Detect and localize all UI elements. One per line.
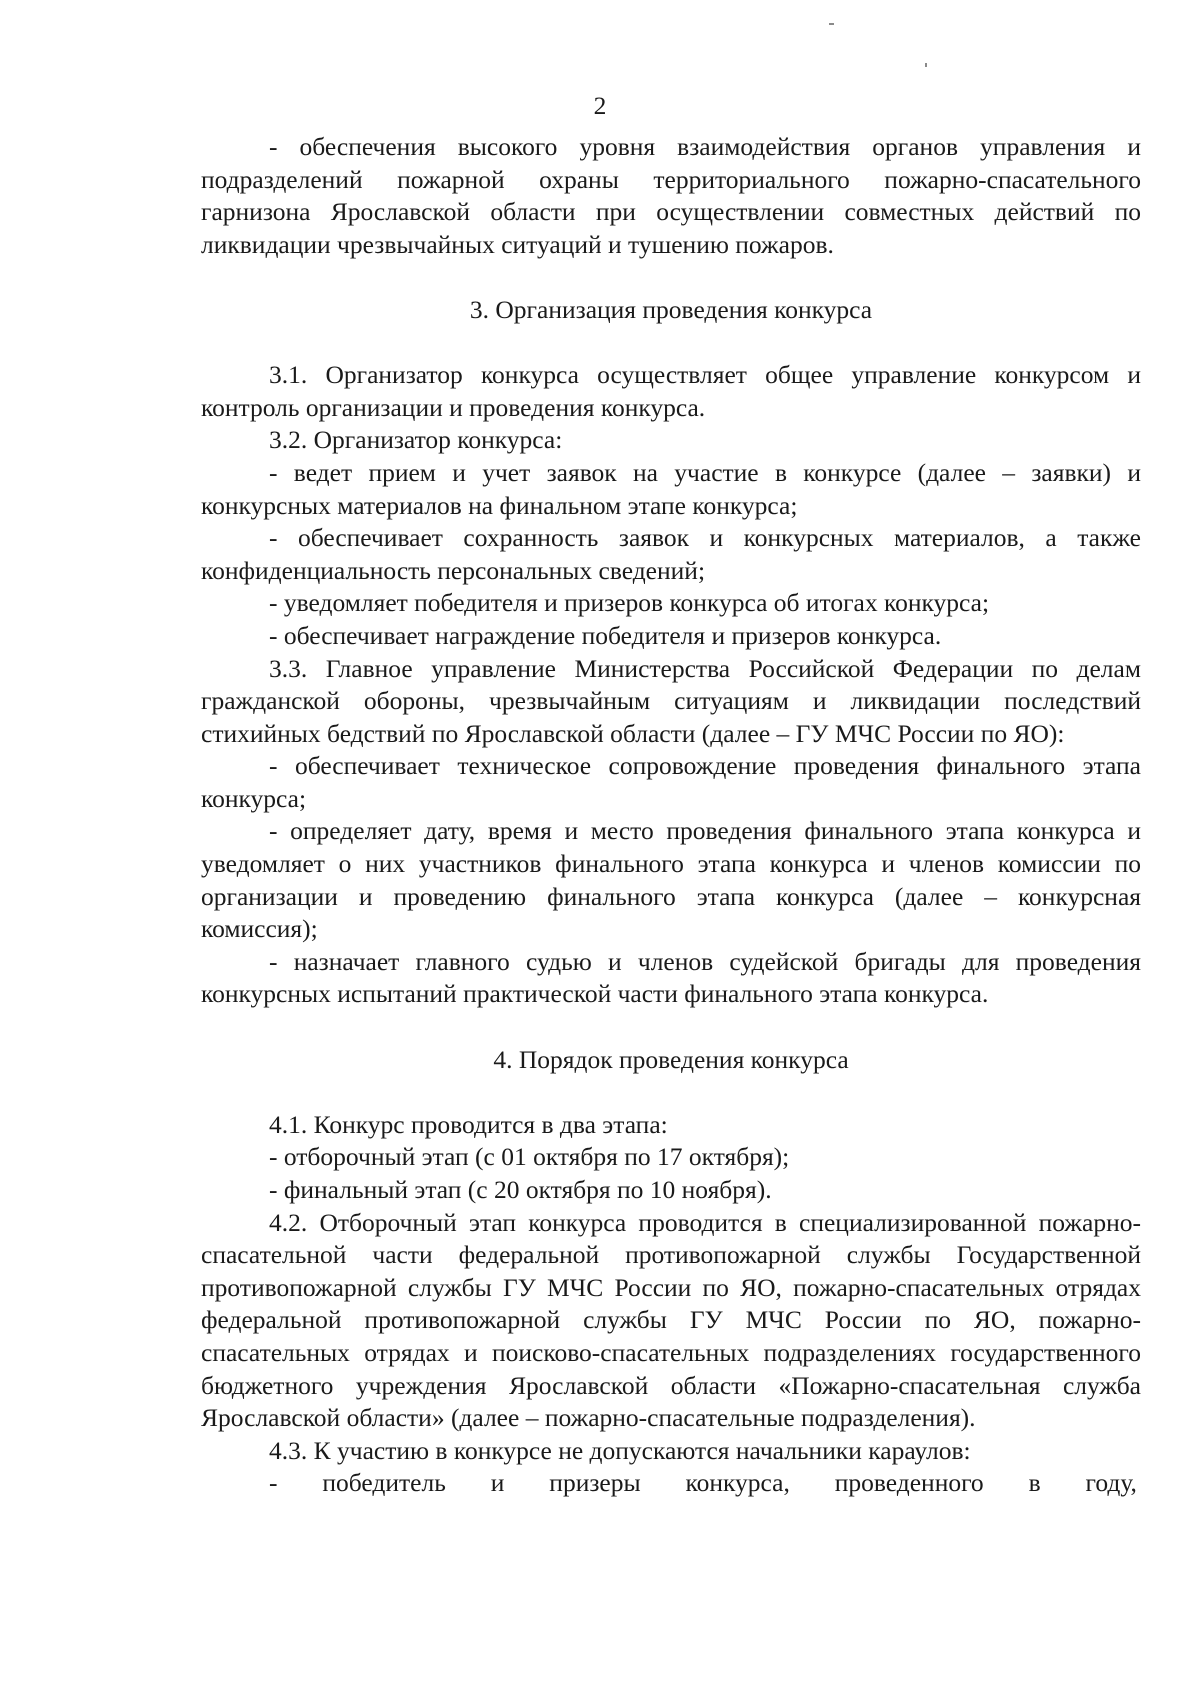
paragraph-3-3: 3.3. Главное управление Министерства Российской Федерации по делам гражданской обороны, чрезвычайным ситуациям и ликвидации последствий стихийных бедствий по Ярославской области (далее – ГУ МЧС России по ЯО): (201, 653, 1141, 748)
paragraph-3-1: 3.1. Организатор конкурса осуществляет общее управление конкурсом и контроль организации и проведения конкурса. (201, 360, 1141, 422)
paragraph-4-1: 4.1. Конкурс проводится в два этапа: (269, 1109, 668, 1139)
list-item: - ведет прием и учет заявок на участие в конкурсе (далее – заявки) и конкурсных материалов на финальном этапе конкурса; (201, 457, 1141, 520)
list-item: - назначает главного судью и членов судейской бригады для проведения конкурсных испытаний практической части финального этапа конкурса. (201, 946, 1141, 1009)
last-line-word: году, (1085, 1468, 1137, 1498)
truncated-list-item (201, 1467, 1141, 1500)
section-3-content (201, 359, 1141, 1011)
last-line-word: проведенного (834, 1468, 984, 1498)
list-item: - уведомляет победителя и призеров конкурса об итогах конкурса; (269, 588, 990, 618)
intro-paragraph: - обеспечения высокого уровня взаимодействия органов управления и подразделений пожарной охраны территориального пожарно-спасательного гарнизона Ярославской области при осуществлении совместных действий по ликвидации чрезвычайных ситуаций и тушению пожаров. (201, 132, 1141, 259)
section-3-heading: 3. Организация проведения конкурса (469, 294, 873, 324)
paragraph-4-2: 4.2. Отборочный этап конкурса проводится в специализированной пожарно-спасательной части федеральной противопожарной службы Государственной противопожарной службы ГУ МЧС России по ЯО, пожарно-спасательных отрядах федеральной противопожарной службы ГУ МЧС России по ЯО, пожарно-спасательных отрядах и поисково-спасательных подразделениях государственного бюджетного учреждения Ярославской области «Пожарно-спасательная служба Ярославской области» (далее – пожарно-спасательные подразделения). (201, 1207, 1141, 1433)
document-body (201, 131, 1141, 1500)
scan-speck (925, 63, 927, 67)
paragraph-3-2: 3.2. Организатор конкурса: (269, 425, 563, 455)
last-line-word: и (490, 1468, 505, 1498)
page-number: 2 (593, 91, 607, 120)
last-line-word: победитель (322, 1468, 446, 1498)
section-4-content (201, 1109, 1141, 1500)
list-item: - финальный этап (с 20 октября по 10 ноября). (269, 1175, 772, 1204)
last-line-word: - (269, 1468, 278, 1498)
paragraph-4-3: 4.3. К участию в конкурсе не допускаются начальники караулов: (269, 1435, 971, 1465)
list-item: - отборочный этап (с 01 октября по 17 октября); (269, 1142, 790, 1172)
last-line-word: призеры (549, 1468, 641, 1498)
list-item: - определяет дату, время и место проведения финального этапа конкурса и уведомляет о них участников финального этапа конкурса и членов комиссии по организации и проведению финального этапа конкурса (далее – конкурсная комиссия); (201, 816, 1141, 944)
last-line-word: конкурса, (685, 1468, 790, 1498)
last-line-word: в (1028, 1468, 1041, 1498)
section-4-heading: 4. Порядок проведения конкурса (493, 1044, 849, 1074)
list-item: - обеспечивает техническое сопровождение проведения финального этапа конкурса; (201, 751, 1141, 813)
list-item: - обеспечивает награждение победителя и призеров конкурса. (269, 620, 942, 650)
scan-speck (829, 23, 834, 25)
list-item: - обеспечивает сохранность заявок и конкурсных материалов, а также конфиденциальность персональных сведений; (201, 523, 1141, 585)
